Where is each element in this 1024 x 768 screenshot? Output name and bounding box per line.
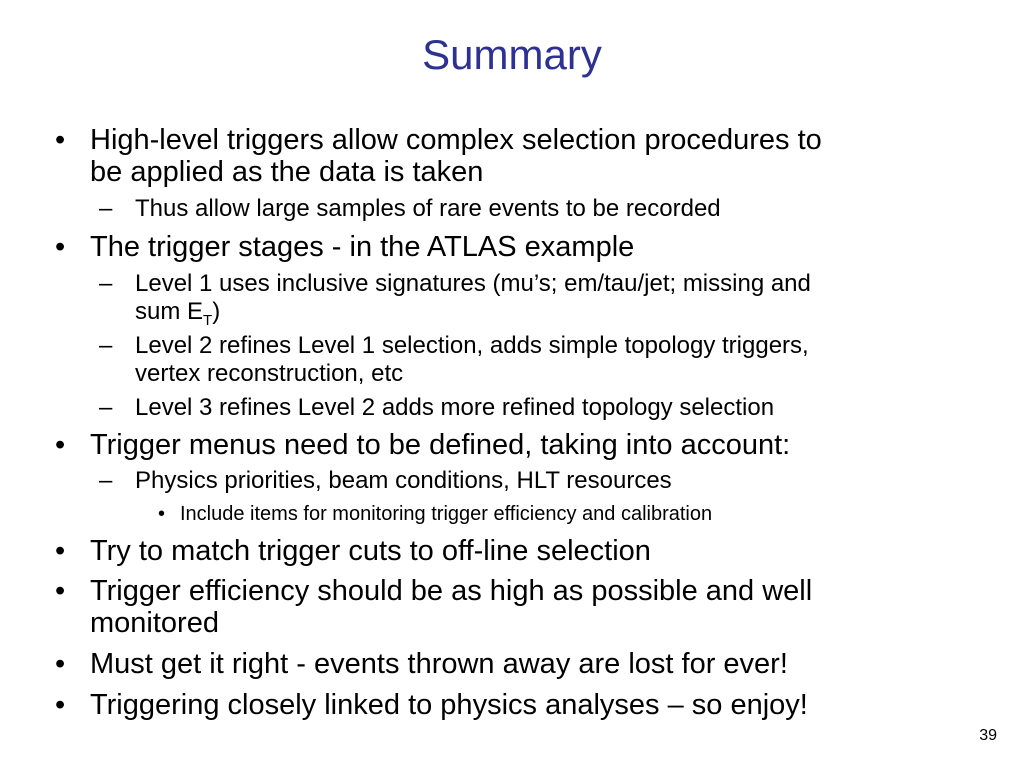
bullet-text: Trigger menus need to be defined, taking into account: xyxy=(90,429,791,461)
subscript-t: T xyxy=(203,312,213,329)
sub-bullet-text: vertex reconstruction, etc xyxy=(135,360,404,387)
sub-bullet-text: Level 2 refines Level 1 selection, adds simple topology triggers, xyxy=(135,332,809,359)
dash-marker: – xyxy=(99,467,113,494)
closing-paren: ) xyxy=(212,298,221,325)
small-bullet-marker: • xyxy=(158,503,166,525)
bullet-marker: • xyxy=(55,575,66,607)
bullet-marker: • xyxy=(55,231,66,263)
bullet-text: High-level triggers allow complex selection procedures to xyxy=(90,124,822,156)
bullet-text: Trigger efficiency should be as high as possible and well xyxy=(90,575,813,607)
sub-bullet-text: Level 1 uses inclusive signatures (mu’s; em/tau/jet; missing and xyxy=(135,270,811,297)
sub-bullet-text: Physics priorities, beam conditions, HLT resources xyxy=(135,467,672,494)
bullet-marker: • xyxy=(55,124,66,156)
bullet-text: Must get it right - events thrown away are lost for ever! xyxy=(90,648,788,680)
sub-bullet-text-wrapped xyxy=(135,298,220,329)
bullet-marker: • xyxy=(55,648,66,680)
dash-marker: – xyxy=(99,195,113,222)
dash-marker: – xyxy=(99,332,113,359)
sub-bullet-text: Level 3 refines Level 2 adds more refined topology selection xyxy=(135,394,775,421)
page-number: 39 xyxy=(979,727,997,744)
slide-title: Summary xyxy=(422,31,602,78)
sub-sub-bullet-text: Include items for monitoring trigger efficiency and calibration xyxy=(180,503,713,525)
bullet-text: be applied as the data is taken xyxy=(90,156,484,188)
bullet-text: Try to match trigger cuts to off-line selection xyxy=(90,535,651,567)
dash-marker: – xyxy=(99,394,113,421)
sub-bullet-text: Thus allow large samples of rare events to be recorded xyxy=(135,195,721,222)
bullet-text: monitored xyxy=(90,607,219,639)
dash-marker: – xyxy=(99,270,113,297)
bullet-marker: • xyxy=(55,429,66,461)
bullet-marker: • xyxy=(55,535,66,567)
bullet-text: Triggering closely linked to physics analyses – so enjoy! xyxy=(90,689,808,721)
sum-et-text: sum E xyxy=(135,298,204,325)
bullet-text: The trigger stages - in the ATLAS example xyxy=(90,231,635,263)
bullet-marker: • xyxy=(55,689,66,721)
